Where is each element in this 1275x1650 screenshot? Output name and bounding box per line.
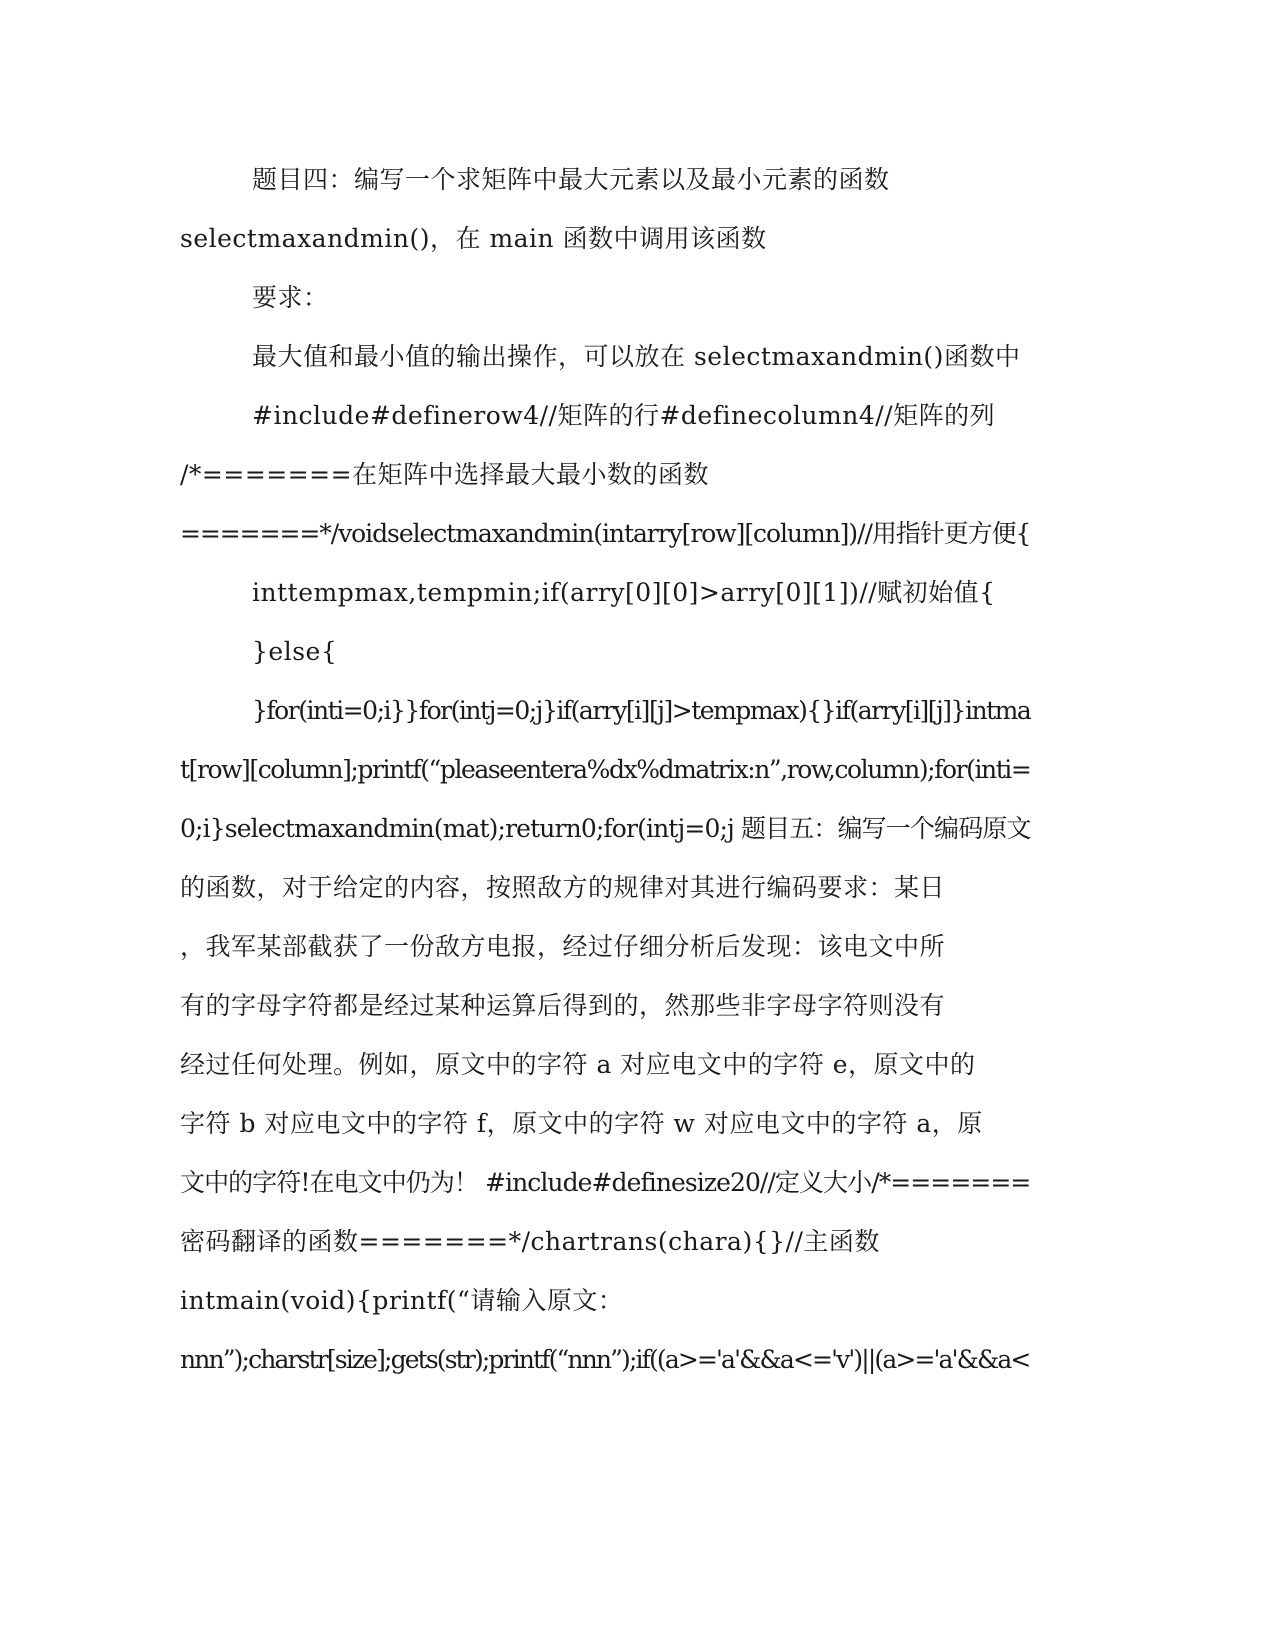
code-line: nnn”);charstr[size];gets(str);printf(“nnn”);if((a>='a'&&a<='v')||(a>='a'&&a< [180,1345,1030,1374]
text-line: selectmaxandmin()，在 main 函数中调用该函数 [180,224,767,253]
code-line: 0;i}selectmaxandmin(mat);return0;for(intj=0;j 题目五：编写一个编码原文 [180,814,1031,843]
code-line: inttempmax,tempmin;if(arry[0][0]>arry[0][1])//赋初始值{ [252,578,996,607]
code-line: }for(inti=0;i}}for(intj=0;j}if(arry[i][j]>tempmax){}if(arry[i][j]}intma [252,696,1031,725]
text-line: 字符 b 对应电文中的字符 f，原文中的字符 w 对应电文中的字符 a，原 [180,1109,983,1138]
code-line: #include#definerow4//矩阵的行#definecolumn4//矩阵的列 [252,401,996,430]
code-line: =======*/voidselectmaxandmin(intarry[row][column])//用指针更方便{ [180,519,1031,548]
text-line: 经过任何处理。例如，原文中的字符 a 对应电文中的字符 e，原文中的 [180,1050,976,1079]
code-line: }else{ [252,637,338,666]
code-line: 密码翻译的函数=======*/chartrans(chara){}//主函数 [180,1227,880,1256]
text-line: 最大值和最小值的输出操作，可以放在 selectmaxandmin()函数中 [252,342,1021,371]
requirements-label: 要求： [252,283,329,312]
text-line: 有的字母字符都是经过某种运算后得到的，然那些非字母字符则没有 [180,991,946,1020]
code-line: /*=======在矩阵中选择最大最小数的函数 [180,460,710,489]
text-line: 的函数，对于给定的内容，按照敌方的规律对其进行编码要求：某日 [180,873,946,902]
code-line: intmain(void){printf(“请输入原文： [180,1286,624,1315]
problem-four-title: 题目四：编写一个求矩阵中最大元素以及最小元素的函数 [252,165,890,194]
text-line: ，我军某部截获了一份敌方电报，经过仔细分析后发现：该电文中所 [180,932,946,961]
code-line: t[row][column];printf(“pleaseentera%dx%dmatrix:n”,row,column);for(inti= [180,755,1031,784]
code-line: 文中的字符!在电文中仍为！ #include#definesize20//定义大小/*======= [180,1168,1031,1197]
